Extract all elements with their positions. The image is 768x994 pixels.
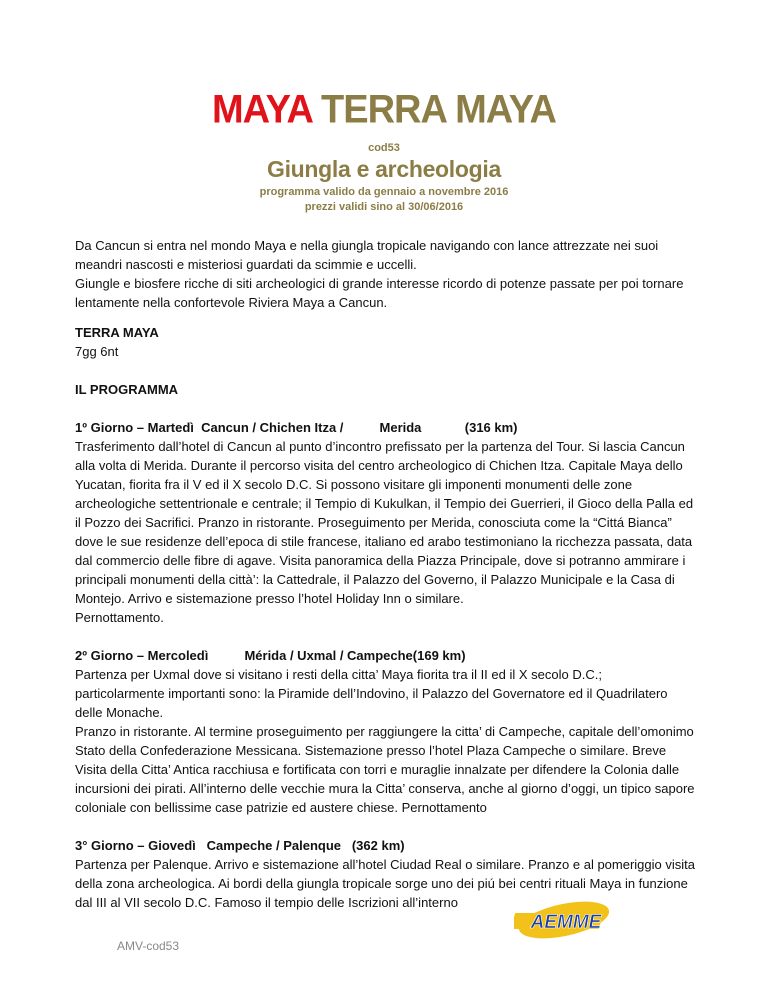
day-3-text: Partenza per Palenque. Arrivo e sistemazione all’hotel Ciudad Real o similare. Pranzo e al pomeriggio visita della zona archeologica. Ai bordi della giungla tropicale sorge uno dei piú bei centri rituali Maya in funzione dal III al VII secolo D.C. Famoso il tempio delle Iscrizioni all’interno (75, 857, 695, 910)
intro-paragraph-2: Giungle e biosfere ricche di siti archeologici di grande interesse ricordo di potenze passate per poi tornare lentamente nella confortevole Riviera Maya a Cancun. (75, 276, 684, 310)
title-maya: MAYA (211, 87, 312, 133)
tour-name: TERRA MAYA (75, 325, 159, 340)
price-validity: prezzi validi sino al 30/06/2016 (304, 201, 464, 213)
day-1-text: Trasferimento dall’hotel di Cancun al punto d’incontro prefissato per la partenza del Tour. Si lascia Cancun alla volta di Merida. Durante il percorso visita del centro archeologico di Chichen Itza. Capitale Maya dello Yucatan, fiorita fra il V ed il X secolo D.C. Si possono visitare gli imponenti monumenti delle zone archeologiche settentrionale e centrale; il Tempio di Kukulkan, il Tempio dei Guerrieri, il Gioco della Palla ed il Pozzo dei Sacrifici. Pranzo in ristorante. Proseguimento per Merida, conosciuta come la “Cittá Bianca” dove le sue residenze dell’epoca di stile francese, italiano ed arabo testimoniano la ricchezza passata, data dal commercio delle fibre di agave. Visita panoramica della Piazza Principale, dove si potranno ammirare i principali monumenti della città’: la Cattedrale, il Palazzo del Governo, il Palazzo Municipale e la Casa di Montejo. Arrivo e sistemazione presso l’hotel Holiday Inn o similare. (75, 439, 694, 606)
title-terra-maya: TERRA MAYA (321, 87, 556, 133)
day-2-text: Partenza per Uxmal dove si visitano i resti della citta’ Maya fiorita tra il II ed il X secolo D.C.; particolarmente importanti sono: la Piramide dell’Indovino, il Palazzo del Governatore ed il Quadrilatero delle Monache. (75, 667, 668, 720)
tour-code: cod53 (368, 142, 400, 154)
document-subtitle: Giungla e archeologia (267, 156, 501, 182)
day-1-end: Pernottamento. (75, 610, 164, 625)
day-1-heading: 1º Giorno – Martedì Cancun / Chichen Itza / Merida (316 km) (75, 420, 518, 435)
tour-duration: 7gg 6nt (75, 344, 119, 359)
footer-code: AMV-cod53 (117, 939, 180, 953)
aemme-logo (514, 895, 614, 945)
program-heading: IL PROGRAMMA (75, 382, 179, 397)
day-2-text-2: Pranzo in ristorante. Al termine proseguimento per raggiungere la citta’ di Campeche, capitale dell’omonimo Stato della Confederazione Messicana. Sistemazione presso l’hotel Plaza Campeche o similare. Breve Visita della Citta’ Antica racchiusa e fortificata con torri e muraglie innalzate per difendere la Colonia dalle incursioni dei pirati. All’interno delle vecchie mura la Citta’ conserva, anche al giorno d’oggi, un tipico sapore coloniale con bellissime case patrizie ed austere chiese. Pernottamento (75, 724, 695, 815)
day-3-heading: 3° Giorno – Giovedì Campeche / Palenque (362 km) (75, 838, 405, 853)
document-body (75, 236, 695, 912)
intro-paragraph-1: Da Cancun si entra nel mondo Maya e nella giungla tropicale navigando con lance attrezzate nei suoi meandri nascosti e misteriosi guardati da scimmie e uccelli. (75, 238, 659, 272)
document-title (0, 87, 768, 133)
program-validity: programma valido da gennaio a novembre 2016 (259, 186, 509, 198)
svg-text:AEMME: AEMME (530, 912, 602, 933)
day-2-heading: 2º Giorno – Mercoledì Mérida / Uxmal / Campeche(169 km) (75, 648, 466, 663)
